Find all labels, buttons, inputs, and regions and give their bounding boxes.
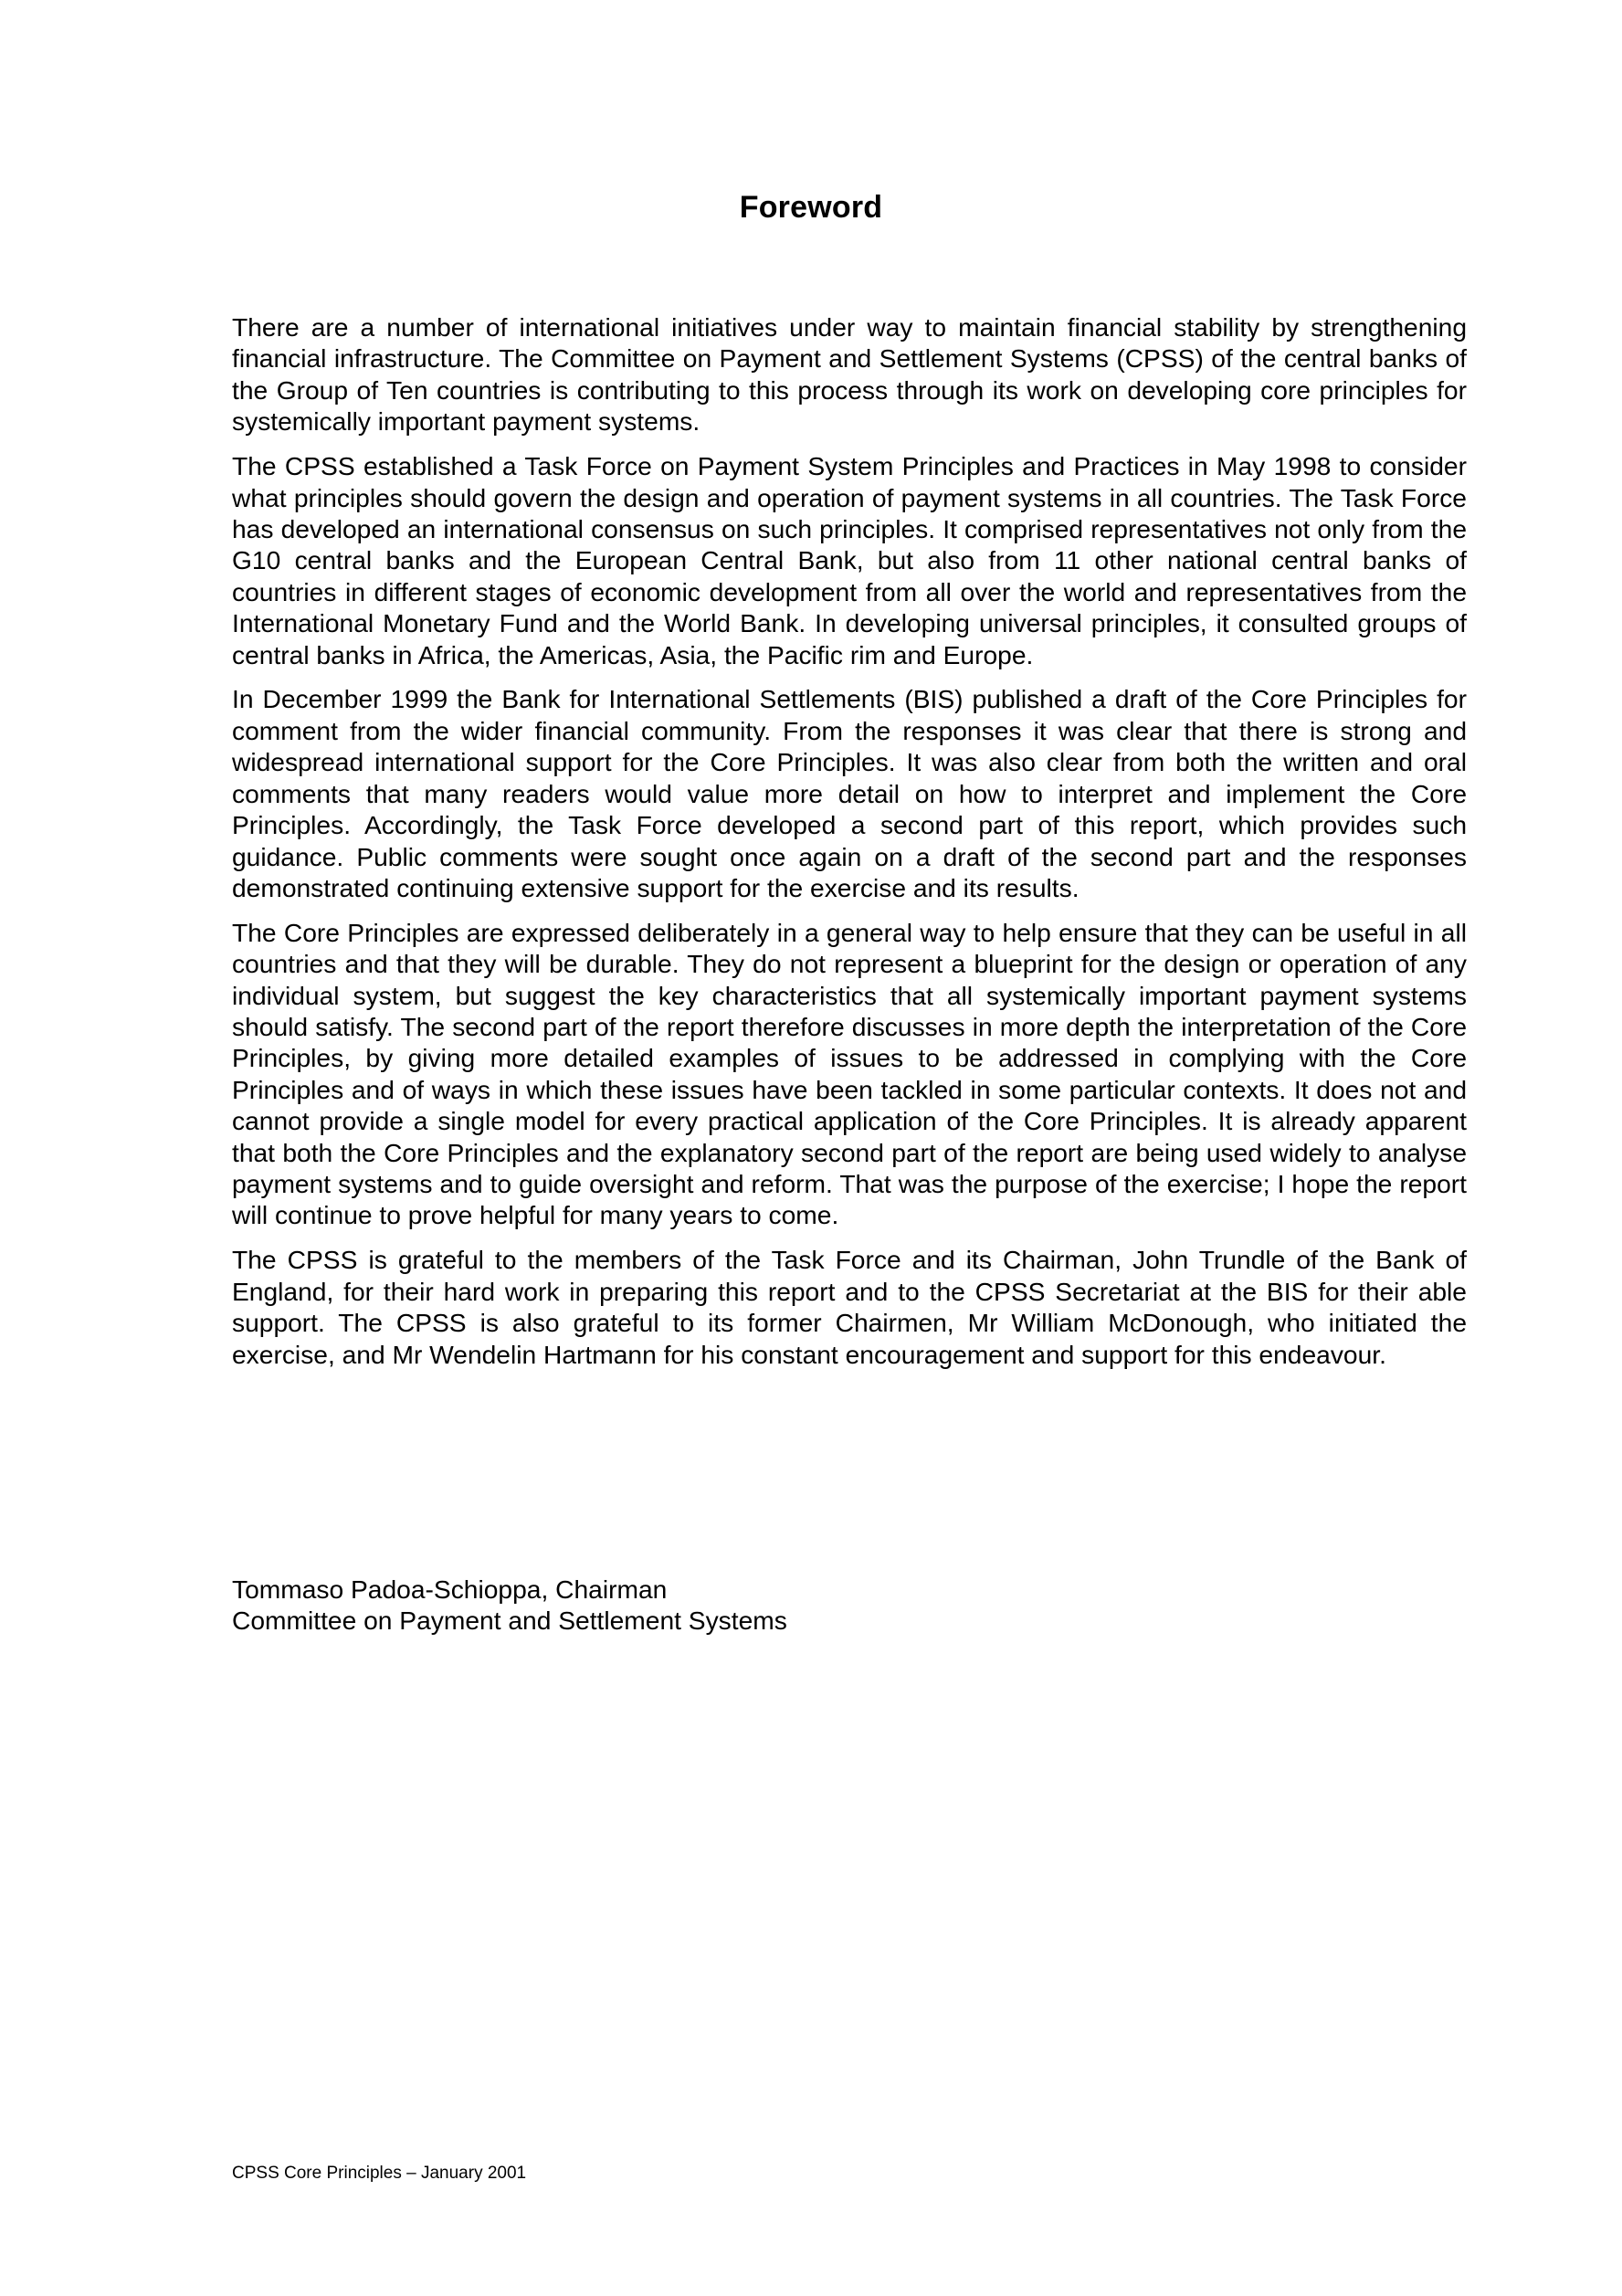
paragraph-core-principles: The Core Principles are expressed deliberately in a general way to help ensure that they can be useful in all countries and that they will be durable. They do not represent a blueprint for the design or operation of any individual system, but suggest the key characteristics that all systemically important payment systems should satisfy. The second part of the report therefore discusses in more depth the interpretation of the Core Principles, by giving more detailed examples of issues to be addressed in complying with the Core Principles and of ways in which these issues have been tackled in some particular contexts. It does not and cannot provide a single model for every practical application of the Core Principles. It is already apparent that both the Core Principles and the explanatory second part of the report are being used widely to analyse payment systems and to guide oversight and reform. That was the purpose of the exercise; I hope the report will continue to prove helpful for many years to come. — [232, 917, 1467, 1230]
paragraph-acknowledgements: The CPSS is grateful to the members of the Task Force and its Chairman, John Trundle of the Bank of England, for their hard work in preparing this report and to the CPSS Secretariat at the BIS for their able support. The CPSS is also grateful to its former Chairmen, Mr William McDonough, who initiated the exercise, and Mr Wendelin Hartmann for his constant encouragement and support for this endeavour. — [232, 1245, 1467, 1369]
foreword-body — [232, 311, 1467, 1384]
signatory-organization: Committee on Payment and Settlement Systems — [232, 1606, 787, 1636]
paragraph-initiatives: There are a number of international initiatives under way to maintain financial stability by strengthening financial infrastructure. The Committee on Payment and Settlement Systems (CPSS) of the central banks of the Group of Ten countries is contributing to this process through its work on developing core principles for systemically important payment systems. — [232, 312, 1467, 437]
paragraph-task-force: The CPSS established a Task Force on Payment System Principles and Practices in May 1998 to consider what principles should govern the design and operation of payment systems in all countries. The Task Force has developed an international consensus on such principles. It comprised representatives not only from the G10 central banks and the European Central Bank, but also from 11 other national central banks of countries in different stages of economic development from all over the world and representatives from the International Monetary Fund and the World Bank. In developing universal principles, it consulted groups of central banks in Africa, the Americas, Asia, the Pacific rim and Europe. — [232, 451, 1467, 669]
page-footer: CPSS Core Principles – January 2001 — [232, 2164, 527, 2183]
signatory-name: Tommaso Padoa-Schioppa, Chairman — [232, 1575, 668, 1604]
page-title: Foreword — [739, 190, 883, 225]
signature-block — [232, 1574, 787, 1637]
paragraph-draft-comments: In December 1999 the Bank for International Settlements (BIS) published a draft of the Core Principles for comment from the wider financial community. From the responses it was clear that there is strong and widespread international support for the Core Principles. It was also clear from both the written and oral comments that many readers would value more detail on how to interpret and implement the Core Principles. Accordingly, the Task Force developed a second part of this report, which provides such guidance. Public comments were sought once again on a draft of the second part and the responses demonstrated continuing extensive support for the exercise and its results. — [232, 684, 1467, 902]
